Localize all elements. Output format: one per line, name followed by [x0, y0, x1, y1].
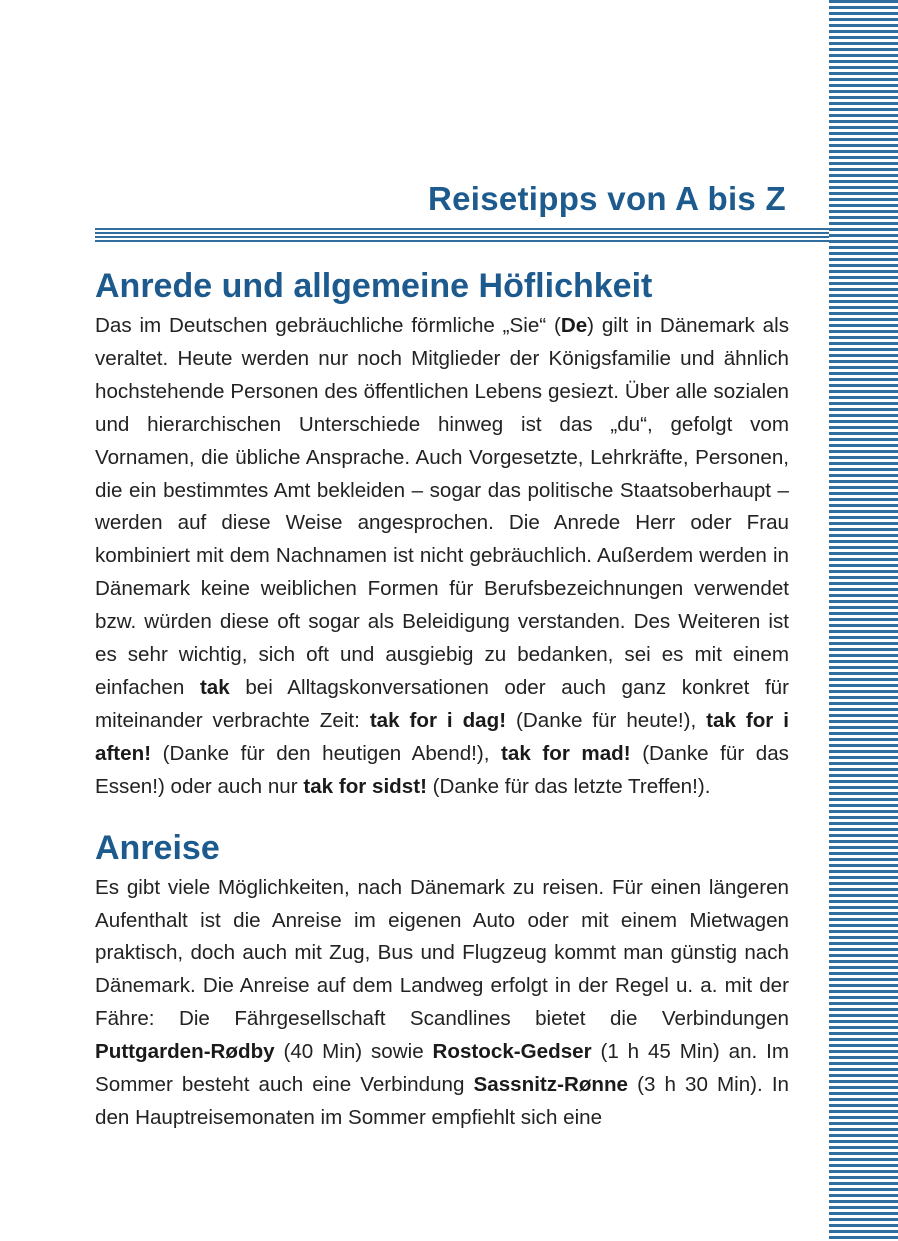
- bold-term: tak: [199, 675, 230, 699]
- text-run: (40 Min) sowie: [274, 1040, 433, 1064]
- bold-term: Rostock-Gedser: [432, 1040, 592, 1064]
- text-run: (1 h 45 Min) an. Im Sommer besteht auch eine Verbindung: [95, 1040, 790, 1097]
- bold-term: De: [560, 314, 588, 337]
- text-run: (3 h 30 Min). In den Hauptreisemonaten im Sommer empfiehlt sich eine: [95, 1073, 789, 1129]
- bold-term: tak for sidst!: [303, 774, 427, 798]
- text-run: Es gibt viele Möglichkeiten, nach Dänemark zu reisen. Für einen längeren Aufenthalt ist die Anreise im eigenen Auto oder mit einem Mietwagen praktisch, doch auch mit Zug, Bus und Flugzeug kommt man günstig nach Dänemark. Die Anreise auf dem Landweg erfolgt in der Regel u. a. mit der Fähre: Die Fährgesellschaft Scandlines bietet die Verbindungen: [95, 875, 789, 1031]
- header-rule: [95, 228, 829, 242]
- bold-term: tak for mad!: [501, 741, 631, 765]
- bold-term: Sassnitz-Rønne: [473, 1073, 629, 1097]
- bold-term: Puttgarden-Rødby: [95, 1040, 275, 1064]
- section-heading-anrede: Anrede und allgemeine Höflichkeit: [95, 267, 653, 305]
- bold-term: tak for i aften!: [95, 708, 789, 765]
- section-paragraph-anreise: [95, 872, 789, 1135]
- text-run: (Danke für das Essen!) oder auch nur: [95, 741, 789, 798]
- decorative-stripe-band: [829, 0, 898, 1241]
- section-paragraph-anrede: [95, 310, 789, 804]
- bold-term: tak for i dag!: [369, 708, 507, 732]
- text-run: (Danke für den heutigen Abend!),: [151, 741, 502, 765]
- text-run: (Danke für das letzte Treffen!).: [426, 774, 711, 798]
- text-run: (Danke für heute!),: [506, 708, 707, 732]
- page-header-title: Reisetipps von A bis Z: [427, 180, 786, 217]
- text-run: bei Alltagskonversationen oder auch ganz konkret für miteinander verbrachte Zeit:: [95, 675, 789, 732]
- section-heading-anreise: Anreise: [95, 828, 220, 867]
- text-run: ) gilt in Dänemark als veraltet. Heute werden nur noch Mitglieder der Königsfamilie und ähnlich hochstehende Personen des öffentlichen Lebens gesiezt. Über alle sozialen und hierarchischen Unterschiede hinweg ist das „du“, gefolgt vom Vornamen, die übliche Ansprache. Auch Vorgesetzte, Lehrkräfte, Personen, die ein bestimmtes Amt bekleiden – sogar das politische Staatsoberhaupt – werden auf diese Weise angesprochen. Die Anrede Herr oder Frau kombiniert mit dem Nachnamen ist nicht gebräuchlich. Außerdem werden in Dänemark keine weiblichen Formen für Berufsbezeichnungen verwendet bzw. würden diese oft sogar als Beleidigung verstanden. Des Weiteren ist es sehr wichtig, sich oft und ausgiebig zu bedanken, sei es mit einem einfachen: [95, 314, 789, 699]
- main-content: [95, 262, 789, 1135]
- text-run: Das im Deutschen gebräuchliche förmliche „Sie“ (: [95, 314, 561, 337]
